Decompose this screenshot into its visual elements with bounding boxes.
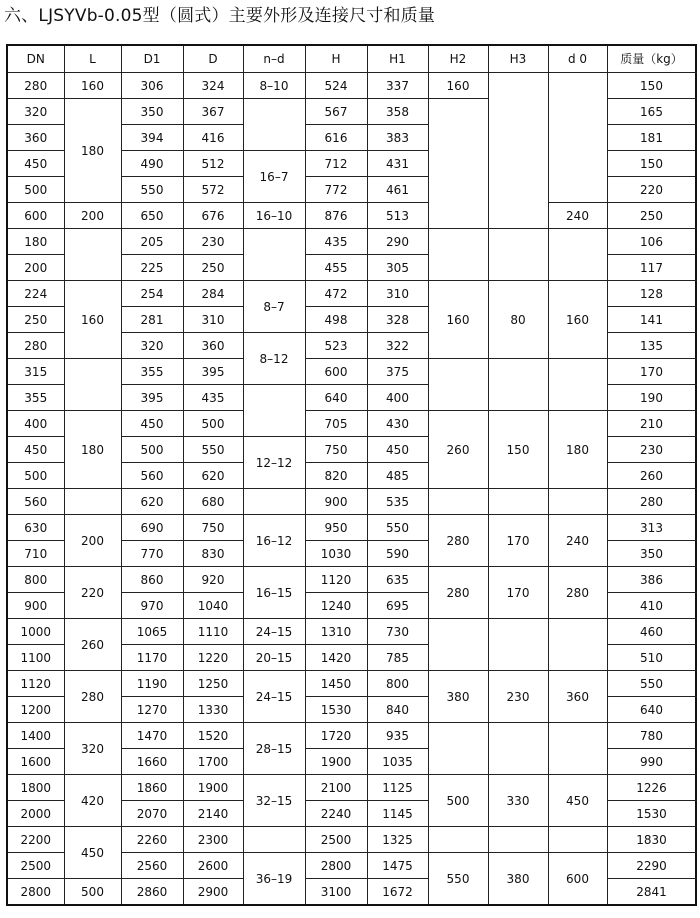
table-cell: 380 bbox=[488, 853, 548, 906]
table-cell: 305 bbox=[367, 255, 428, 281]
table-cell: 1000 bbox=[7, 619, 64, 645]
table-header-row bbox=[7, 45, 696, 73]
table-cell: 2260 bbox=[121, 827, 183, 853]
column-header: n–d bbox=[243, 45, 305, 73]
table-cell: 160 bbox=[428, 73, 488, 99]
table-cell: 358 bbox=[367, 99, 428, 125]
table-cell: 2900 bbox=[183, 879, 243, 906]
table-cell: 1330 bbox=[183, 697, 243, 723]
table-cell: 500 bbox=[121, 437, 183, 463]
table-cell: 367 bbox=[183, 99, 243, 125]
table-cell: 550 bbox=[367, 515, 428, 541]
table-cell: 16–15 bbox=[243, 567, 305, 619]
column-header: H bbox=[305, 45, 367, 73]
table-cell: 772 bbox=[305, 177, 367, 203]
table-cell: 1190 bbox=[121, 671, 183, 697]
table-cell: 315 bbox=[7, 359, 64, 385]
table-cell: 170 bbox=[488, 567, 548, 619]
table-row bbox=[7, 567, 696, 593]
table-cell: 1170 bbox=[121, 645, 183, 671]
table-cell bbox=[428, 99, 488, 229]
table-cell: 260 bbox=[428, 411, 488, 489]
table-cell: 180 bbox=[64, 99, 121, 203]
table-cell: 616 bbox=[305, 125, 367, 151]
table-row bbox=[7, 827, 696, 853]
table-cell: 1900 bbox=[183, 775, 243, 801]
table-cell: 1125 bbox=[367, 775, 428, 801]
table-cell: 1900 bbox=[305, 749, 367, 775]
table-cell: 1400 bbox=[7, 723, 64, 749]
table-cell: 170 bbox=[607, 359, 696, 385]
table-cell: 500 bbox=[7, 177, 64, 203]
table-cell: 400 bbox=[7, 411, 64, 437]
column-header: 质量（kg） bbox=[607, 45, 696, 73]
table-cell: 2300 bbox=[183, 827, 243, 853]
table-cell: 1100 bbox=[7, 645, 64, 671]
table-row bbox=[7, 671, 696, 697]
table-cell: 1200 bbox=[7, 697, 64, 723]
table-cell: 280 bbox=[428, 567, 488, 619]
table-cell: 710 bbox=[7, 541, 64, 567]
table-cell: 705 bbox=[305, 411, 367, 437]
dimensions-table bbox=[6, 44, 697, 906]
table-cell: 240 bbox=[548, 203, 607, 229]
page-title: 六、LJSYVb-0.05型（圆式）主要外形及连接尺寸和质量 bbox=[4, 6, 436, 26]
table-cell: 8–10 bbox=[243, 73, 305, 99]
table-cell: 28–15 bbox=[243, 723, 305, 775]
table-cell: 395 bbox=[183, 359, 243, 385]
table-cell: 600 bbox=[305, 359, 367, 385]
table-cell: 1226 bbox=[607, 775, 696, 801]
table-cell: 461 bbox=[367, 177, 428, 203]
table-cell: 1475 bbox=[367, 853, 428, 879]
table-cell: 490 bbox=[121, 151, 183, 177]
table-cell: 590 bbox=[367, 541, 428, 567]
table-cell: 450 bbox=[367, 437, 428, 463]
table-row bbox=[7, 515, 696, 541]
table-cell: 230 bbox=[488, 671, 548, 723]
table-row bbox=[7, 203, 696, 229]
table-cell: 450 bbox=[7, 151, 64, 177]
table-cell: 630 bbox=[7, 515, 64, 541]
table-cell: 1600 bbox=[7, 749, 64, 775]
table-cell: 523 bbox=[305, 333, 367, 359]
table-cell: 160 bbox=[64, 281, 121, 359]
table-cell: 1030 bbox=[305, 541, 367, 567]
table-cell: 2800 bbox=[7, 879, 64, 906]
table-cell: 2200 bbox=[7, 827, 64, 853]
table-cell: 200 bbox=[7, 255, 64, 281]
table-row bbox=[7, 229, 696, 255]
table-cell bbox=[548, 619, 607, 671]
table-cell bbox=[428, 619, 488, 671]
table-cell: 600 bbox=[548, 853, 607, 906]
table-cell: 290 bbox=[367, 229, 428, 255]
table-cell: 2070 bbox=[121, 801, 183, 827]
table-cell bbox=[548, 229, 607, 281]
table-cell: 560 bbox=[7, 489, 64, 515]
table-cell: 2860 bbox=[121, 879, 183, 906]
table-cell bbox=[548, 359, 607, 411]
table-cell: 337 bbox=[367, 73, 428, 99]
table-cell bbox=[428, 827, 488, 853]
table-cell: 550 bbox=[428, 853, 488, 906]
table-cell: 355 bbox=[7, 385, 64, 411]
table-cell: 280 bbox=[64, 671, 121, 723]
table-cell: 500 bbox=[7, 463, 64, 489]
table-cell: 180 bbox=[64, 411, 121, 489]
table-cell: 280 bbox=[7, 73, 64, 99]
table-cell: 420 bbox=[64, 775, 121, 827]
table-cell: 690 bbox=[121, 515, 183, 541]
table-cell: 254 bbox=[121, 281, 183, 307]
table-cell: 1720 bbox=[305, 723, 367, 749]
table-cell: 2240 bbox=[305, 801, 367, 827]
table-cell: 2000 bbox=[7, 801, 64, 827]
table-cell: 1530 bbox=[305, 697, 367, 723]
table-cell bbox=[488, 723, 548, 775]
table-cell: 80 bbox=[488, 281, 548, 359]
table-cell: 324 bbox=[183, 73, 243, 99]
table-cell: 1530 bbox=[607, 801, 696, 827]
table-cell: 383 bbox=[367, 125, 428, 151]
table-cell: 12–12 bbox=[243, 437, 305, 489]
table-cell: 550 bbox=[121, 177, 183, 203]
column-header: d 0 bbox=[548, 45, 607, 73]
table-cell bbox=[428, 489, 488, 515]
table-cell: 1700 bbox=[183, 749, 243, 775]
table-cell bbox=[428, 359, 488, 411]
table-cell: 230 bbox=[183, 229, 243, 255]
table-cell bbox=[488, 229, 548, 281]
table-cell: 106 bbox=[607, 229, 696, 255]
table-cell bbox=[488, 619, 548, 671]
table-cell: 2100 bbox=[305, 775, 367, 801]
table-cell bbox=[548, 489, 607, 515]
table-cell: 1040 bbox=[183, 593, 243, 619]
table-cell: 32–15 bbox=[243, 775, 305, 827]
table-cell: 600 bbox=[7, 203, 64, 229]
table-row bbox=[7, 619, 696, 645]
table-cell: 16–7 bbox=[243, 151, 305, 203]
column-header: D bbox=[183, 45, 243, 73]
table-cell: 1830 bbox=[607, 827, 696, 853]
table-cell bbox=[548, 827, 607, 853]
table-cell: 500 bbox=[183, 411, 243, 437]
table-cell: 250 bbox=[183, 255, 243, 281]
table-cell: 2560 bbox=[121, 853, 183, 879]
table-cell: 150 bbox=[607, 151, 696, 177]
table-cell: 224 bbox=[7, 281, 64, 307]
table-cell: 395 bbox=[121, 385, 183, 411]
table-cell bbox=[64, 489, 121, 515]
table-cell bbox=[488, 359, 548, 411]
table-cell: 435 bbox=[305, 229, 367, 255]
table-cell: 322 bbox=[367, 333, 428, 359]
table-cell: 320 bbox=[121, 333, 183, 359]
table-cell: 1270 bbox=[121, 697, 183, 723]
table-cell: 567 bbox=[305, 99, 367, 125]
table-cell: 24–15 bbox=[243, 671, 305, 723]
table-cell: 2290 bbox=[607, 853, 696, 879]
table-cell: 500 bbox=[64, 879, 121, 906]
table-cell: 535 bbox=[367, 489, 428, 515]
table-cell: 920 bbox=[183, 567, 243, 593]
table-cell: 240 bbox=[548, 515, 607, 567]
table-cell: 220 bbox=[607, 177, 696, 203]
table-cell: 284 bbox=[183, 281, 243, 307]
table-cell: 635 bbox=[367, 567, 428, 593]
table-cell: 1035 bbox=[367, 749, 428, 775]
table-cell: 313 bbox=[607, 515, 696, 541]
table-cell: 1800 bbox=[7, 775, 64, 801]
table-row bbox=[7, 411, 696, 437]
table-cell: 1065 bbox=[121, 619, 183, 645]
table-cell: 24–15 bbox=[243, 619, 305, 645]
table-cell: 510 bbox=[607, 645, 696, 671]
table-cell: 205 bbox=[121, 229, 183, 255]
table-cell: 250 bbox=[607, 203, 696, 229]
table-cell: 785 bbox=[367, 645, 428, 671]
table-cell: 8–7 bbox=[243, 281, 305, 333]
table-cell: 430 bbox=[367, 411, 428, 437]
table-cell: 2800 bbox=[305, 853, 367, 879]
table-cell: 141 bbox=[607, 307, 696, 333]
table-cell: 20–15 bbox=[243, 645, 305, 671]
table-cell: 800 bbox=[367, 671, 428, 697]
table-cell: 840 bbox=[367, 697, 428, 723]
table-cell: 1420 bbox=[305, 645, 367, 671]
table-cell: 16–10 bbox=[243, 203, 305, 229]
table-cell: 780 bbox=[607, 723, 696, 749]
table-cell: 128 bbox=[607, 281, 696, 307]
table-cell: 800 bbox=[7, 567, 64, 593]
table-cell: 230 bbox=[607, 437, 696, 463]
table-cell: 260 bbox=[607, 463, 696, 489]
table-row bbox=[7, 73, 696, 99]
table-cell: 8–12 bbox=[243, 333, 305, 385]
column-header: D1 bbox=[121, 45, 183, 73]
table-cell: 360 bbox=[548, 671, 607, 723]
table-cell bbox=[548, 723, 607, 775]
table-cell: 350 bbox=[121, 99, 183, 125]
table-cell: 394 bbox=[121, 125, 183, 151]
table-cell: 306 bbox=[121, 73, 183, 99]
table-row bbox=[7, 723, 696, 749]
table-cell: 310 bbox=[183, 307, 243, 333]
table-cell: 620 bbox=[183, 463, 243, 489]
table-cell: 900 bbox=[7, 593, 64, 619]
table-cell: 210 bbox=[607, 411, 696, 437]
column-header: H3 bbox=[488, 45, 548, 73]
table-cell: 1240 bbox=[305, 593, 367, 619]
table-cell bbox=[64, 359, 121, 411]
column-header: L bbox=[64, 45, 121, 73]
table-cell: 450 bbox=[548, 775, 607, 827]
table-cell bbox=[243, 229, 305, 281]
table-cell: 640 bbox=[305, 385, 367, 411]
table-cell: 2841 bbox=[607, 879, 696, 906]
table-cell: 550 bbox=[183, 437, 243, 463]
table-cell: 1520 bbox=[183, 723, 243, 749]
table-cell: 2500 bbox=[7, 853, 64, 879]
table-cell: 1220 bbox=[183, 645, 243, 671]
table-cell: 1660 bbox=[121, 749, 183, 775]
table-cell: 180 bbox=[7, 229, 64, 255]
table-row bbox=[7, 489, 696, 515]
table-cell: 200 bbox=[64, 515, 121, 567]
table-cell: 180 bbox=[548, 411, 607, 489]
table-cell bbox=[243, 827, 305, 853]
table-cell: 935 bbox=[367, 723, 428, 749]
table-cell: 1310 bbox=[305, 619, 367, 645]
table-cell: 250 bbox=[7, 307, 64, 333]
table-cell: 160 bbox=[64, 73, 121, 99]
table-cell bbox=[243, 99, 305, 151]
table-cell: 770 bbox=[121, 541, 183, 567]
table-row bbox=[7, 359, 696, 385]
table-cell: 876 bbox=[305, 203, 367, 229]
column-header: DN bbox=[7, 45, 64, 73]
table-cell: 1145 bbox=[367, 801, 428, 827]
table-cell: 1250 bbox=[183, 671, 243, 697]
table-cell: 572 bbox=[183, 177, 243, 203]
table-cell: 860 bbox=[121, 567, 183, 593]
table-cell: 310 bbox=[367, 281, 428, 307]
table-cell: 386 bbox=[607, 567, 696, 593]
table-cell: 320 bbox=[7, 99, 64, 125]
table-cell: 750 bbox=[183, 515, 243, 541]
table-cell: 1470 bbox=[121, 723, 183, 749]
table-cell: 620 bbox=[121, 489, 183, 515]
table-cell: 750 bbox=[305, 437, 367, 463]
table-cell: 1860 bbox=[121, 775, 183, 801]
table-cell: 970 bbox=[121, 593, 183, 619]
table-cell: 280 bbox=[607, 489, 696, 515]
table-cell: 225 bbox=[121, 255, 183, 281]
table-cell: 560 bbox=[121, 463, 183, 489]
table-cell: 472 bbox=[305, 281, 367, 307]
table-cell: 640 bbox=[607, 697, 696, 723]
table-cell: 3100 bbox=[305, 879, 367, 906]
table-cell bbox=[64, 229, 121, 281]
table-cell: 165 bbox=[607, 99, 696, 125]
table-cell: 117 bbox=[607, 255, 696, 281]
table-cell: 328 bbox=[367, 307, 428, 333]
table-cell: 1325 bbox=[367, 827, 428, 853]
table-cell: 435 bbox=[183, 385, 243, 411]
table-cell: 150 bbox=[607, 73, 696, 99]
table-cell: 455 bbox=[305, 255, 367, 281]
table-cell: 680 bbox=[183, 489, 243, 515]
table-cell: 550 bbox=[607, 671, 696, 697]
table-cell: 830 bbox=[183, 541, 243, 567]
table-cell: 416 bbox=[183, 125, 243, 151]
table-cell: 400 bbox=[367, 385, 428, 411]
table-cell: 160 bbox=[548, 281, 607, 359]
table-cell: 695 bbox=[367, 593, 428, 619]
table-cell: 900 bbox=[305, 489, 367, 515]
table-cell bbox=[428, 723, 488, 775]
table-cell bbox=[488, 827, 548, 853]
table-cell: 950 bbox=[305, 515, 367, 541]
column-header: H1 bbox=[367, 45, 428, 73]
table-cell: 1110 bbox=[183, 619, 243, 645]
table-cell: 485 bbox=[367, 463, 428, 489]
table-cell: 375 bbox=[367, 359, 428, 385]
table-cell: 200 bbox=[64, 203, 121, 229]
table-row bbox=[7, 775, 696, 801]
table-cell: 360 bbox=[7, 125, 64, 151]
table-cell: 280 bbox=[7, 333, 64, 359]
table-cell: 280 bbox=[428, 515, 488, 567]
table-cell: 990 bbox=[607, 749, 696, 775]
table-cell: 160 bbox=[428, 281, 488, 359]
table-cell: 190 bbox=[607, 385, 696, 411]
table-cell: 16–12 bbox=[243, 515, 305, 567]
table-cell: 513 bbox=[367, 203, 428, 229]
table-cell: 170 bbox=[488, 515, 548, 567]
table-cell: 712 bbox=[305, 151, 367, 177]
table-cell: 676 bbox=[183, 203, 243, 229]
table-cell: 2140 bbox=[183, 801, 243, 827]
table-cell: 320 bbox=[64, 723, 121, 775]
table-cell: 355 bbox=[121, 359, 183, 385]
table-cell: 730 bbox=[367, 619, 428, 645]
table-cell: 410 bbox=[607, 593, 696, 619]
table-cell: 450 bbox=[7, 437, 64, 463]
table-cell: 1120 bbox=[305, 567, 367, 593]
table-cell: 260 bbox=[64, 619, 121, 671]
table-cell: 181 bbox=[607, 125, 696, 151]
table-cell bbox=[548, 73, 607, 203]
table-cell: 220 bbox=[64, 567, 121, 619]
table-cell: 512 bbox=[183, 151, 243, 177]
table-cell: 450 bbox=[121, 411, 183, 437]
table-cell: 360 bbox=[183, 333, 243, 359]
table-cell: 460 bbox=[607, 619, 696, 645]
table-cell: 135 bbox=[607, 333, 696, 359]
table-cell: 350 bbox=[607, 541, 696, 567]
table-cell: 500 bbox=[428, 775, 488, 827]
table-cell bbox=[243, 385, 305, 437]
table-cell bbox=[428, 229, 488, 281]
table-cell bbox=[488, 489, 548, 515]
table-cell: 450 bbox=[64, 827, 121, 879]
table-cell bbox=[243, 489, 305, 515]
table-cell: 524 bbox=[305, 73, 367, 99]
table-cell: 2600 bbox=[183, 853, 243, 879]
table-cell: 150 bbox=[488, 411, 548, 489]
table-cell bbox=[488, 73, 548, 229]
table-cell: 281 bbox=[121, 307, 183, 333]
table-cell: 380 bbox=[428, 671, 488, 723]
table-cell: 431 bbox=[367, 151, 428, 177]
table-cell: 1672 bbox=[367, 879, 428, 906]
table-row bbox=[7, 281, 696, 307]
table-cell: 36–19 bbox=[243, 853, 305, 906]
table-cell: 2500 bbox=[305, 827, 367, 853]
table-cell: 1450 bbox=[305, 671, 367, 697]
table-cell: 650 bbox=[121, 203, 183, 229]
column-header: H2 bbox=[428, 45, 488, 73]
table-cell: 280 bbox=[548, 567, 607, 619]
table-cell: 330 bbox=[488, 775, 548, 827]
table-cell: 498 bbox=[305, 307, 367, 333]
table-cell: 820 bbox=[305, 463, 367, 489]
table-cell: 1120 bbox=[7, 671, 64, 697]
